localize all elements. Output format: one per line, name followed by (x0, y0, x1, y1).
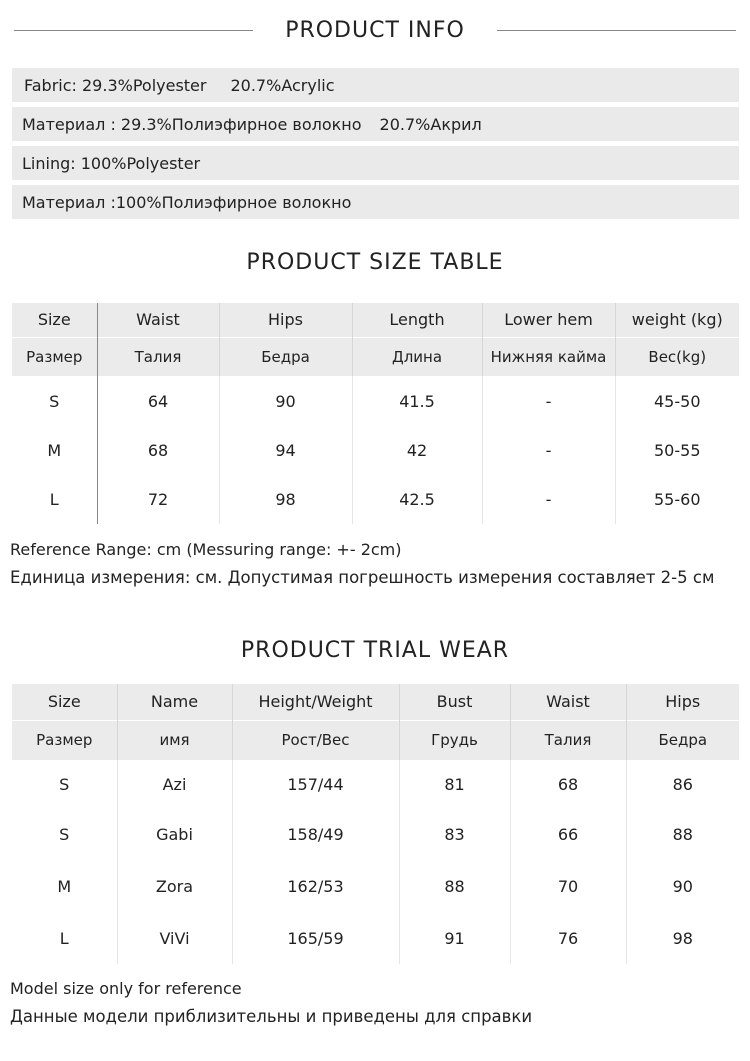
height-weight-cell: 158/49 (232, 808, 399, 860)
waist-cell: 66 (510, 808, 626, 860)
trial-table-header-ru (12, 720, 739, 760)
weight-cell: 45-50 (615, 376, 739, 426)
info-fabric-a: Fabric: 29.3%Polyester (24, 75, 207, 95)
table-row (12, 912, 739, 964)
size-col-length: Length (352, 303, 482, 337)
product-info-title: PRODUCT INFO (285, 18, 465, 43)
header-divider-left (14, 30, 253, 31)
size-note-en: Reference Range: cm (Messuring range: +- 2cm) (10, 540, 402, 559)
trial-table-header-en (12, 684, 739, 720)
length-cell: 42 (352, 426, 482, 474)
bust-cell: 88 (399, 860, 510, 912)
size-col-weight-ru: Вес(kg) (615, 337, 739, 376)
info-row-fabric-ru (12, 107, 739, 141)
trial-col-bust-ru: Грудь (399, 720, 510, 760)
trial-wear-title: PRODUCT TRIAL WEAR (240, 638, 510, 663)
size-col-hips-ru: Бедра (219, 337, 352, 376)
length-cell: 41.5 (352, 376, 482, 426)
hips-cell: 90 (626, 860, 739, 912)
size-cell: S (49, 391, 60, 411)
product-info-header (0, 18, 750, 43)
height-weight-cell: 157/44 (232, 760, 399, 808)
size-col-size: Size (12, 303, 97, 337)
info-fabric-b: 20.7%Acrylic (230, 75, 335, 95)
info-lining: Lining: 100%Polyester (22, 153, 201, 173)
trial-col-waist: Waist (510, 684, 626, 720)
size-col-lower-hem-ru: Нижняя кайма (482, 337, 615, 376)
bust-cell: 81 (399, 760, 510, 808)
trial-col-waist-ru: Талия (510, 720, 626, 760)
info-row-lining-ru (12, 185, 739, 219)
name-cell: Azi (117, 760, 232, 808)
name-cell: ViVi (117, 912, 232, 964)
size-col-waist-ru: Талия (97, 337, 219, 376)
lower-hem-cell: - (482, 376, 615, 426)
trial-col-name: Name (117, 684, 232, 720)
bust-cell: 91 (399, 912, 510, 964)
waist-cell: 70 (510, 860, 626, 912)
hips-cell: 90 (219, 376, 352, 426)
trial-col-name-ru: имя (117, 720, 232, 760)
table-row (12, 474, 739, 524)
trial-wear-table (12, 684, 739, 964)
product-info-box (12, 68, 739, 219)
height-weight-cell: 165/59 (232, 912, 399, 964)
name-cell: Gabi (117, 808, 232, 860)
size-cell: L (59, 928, 69, 948)
info-fabric-ru-a: Материал : 29.3%Полиэфирное волокно (22, 114, 362, 134)
size-cell: M (47, 440, 62, 460)
size-note-ru: Единица измерения: см. Допустимая погрешность измерения составляет 2-5 см (10, 568, 715, 587)
size-cell: S (59, 774, 70, 794)
trial-col-bust: Bust (399, 684, 510, 720)
lower-hem-cell: - (482, 426, 615, 474)
trial-col-height-weight-ru: Рост/Вес (232, 720, 399, 760)
waist-cell: 64 (97, 376, 219, 426)
size-table-header-en (12, 303, 739, 337)
size-col-size-ru: Размер (12, 337, 97, 376)
lower-hem-cell: - (482, 474, 615, 524)
info-fabric-ru-b: 20.7%Акрил (379, 114, 482, 134)
table-row (12, 860, 739, 912)
size-cell: S (59, 824, 70, 844)
table-row (12, 760, 739, 808)
info-row-lining (12, 146, 739, 180)
table-row (12, 426, 739, 474)
waist-cell: 68 (97, 426, 219, 474)
weight-cell: 50-55 (615, 426, 739, 474)
info-row-fabric (12, 68, 739, 102)
size-cell: L (49, 489, 59, 509)
waist-cell: 76 (510, 912, 626, 964)
trial-note-en: Model size only for reference (10, 979, 242, 998)
trial-col-hips-ru: Бедра (626, 720, 739, 760)
hips-cell: 98 (219, 474, 352, 524)
size-col-weight: weight (kg) (615, 303, 739, 337)
trial-col-hips: Hips (626, 684, 739, 720)
table-row (12, 808, 739, 860)
hips-cell: 88 (626, 808, 739, 860)
waist-cell: 68 (510, 760, 626, 808)
header-divider-right (497, 30, 736, 31)
height-weight-cell: 162/53 (232, 860, 399, 912)
table-row (12, 376, 739, 426)
size-table-title: PRODUCT SIZE TABLE (246, 250, 504, 275)
info-lining-ru: Материал :100%Полиэфирное волокно (22, 192, 352, 212)
trial-note-ru: Данные модели приблизительны и приведены для справки (10, 1007, 533, 1026)
hips-cell: 86 (626, 760, 739, 808)
size-table-header-ru (12, 337, 739, 376)
hips-cell: 94 (219, 426, 352, 474)
size-cell: M (57, 876, 72, 896)
trial-col-size: Size (12, 684, 117, 720)
size-table (12, 303, 739, 524)
size-col-length-ru: Длина (352, 337, 482, 376)
size-col-waist: Waist (97, 303, 219, 337)
trial-col-size-ru: Размер (12, 720, 117, 760)
hips-cell: 98 (626, 912, 739, 964)
name-cell: Zora (117, 860, 232, 912)
waist-cell: 72 (97, 474, 219, 524)
trial-col-height-weight: Height/Weight (232, 684, 399, 720)
bust-cell: 83 (399, 808, 510, 860)
weight-cell: 55-60 (615, 474, 739, 524)
length-cell: 42.5 (352, 474, 482, 524)
size-col-hips: Hips (219, 303, 352, 337)
size-col-lower-hem: Lower hem (482, 303, 615, 337)
